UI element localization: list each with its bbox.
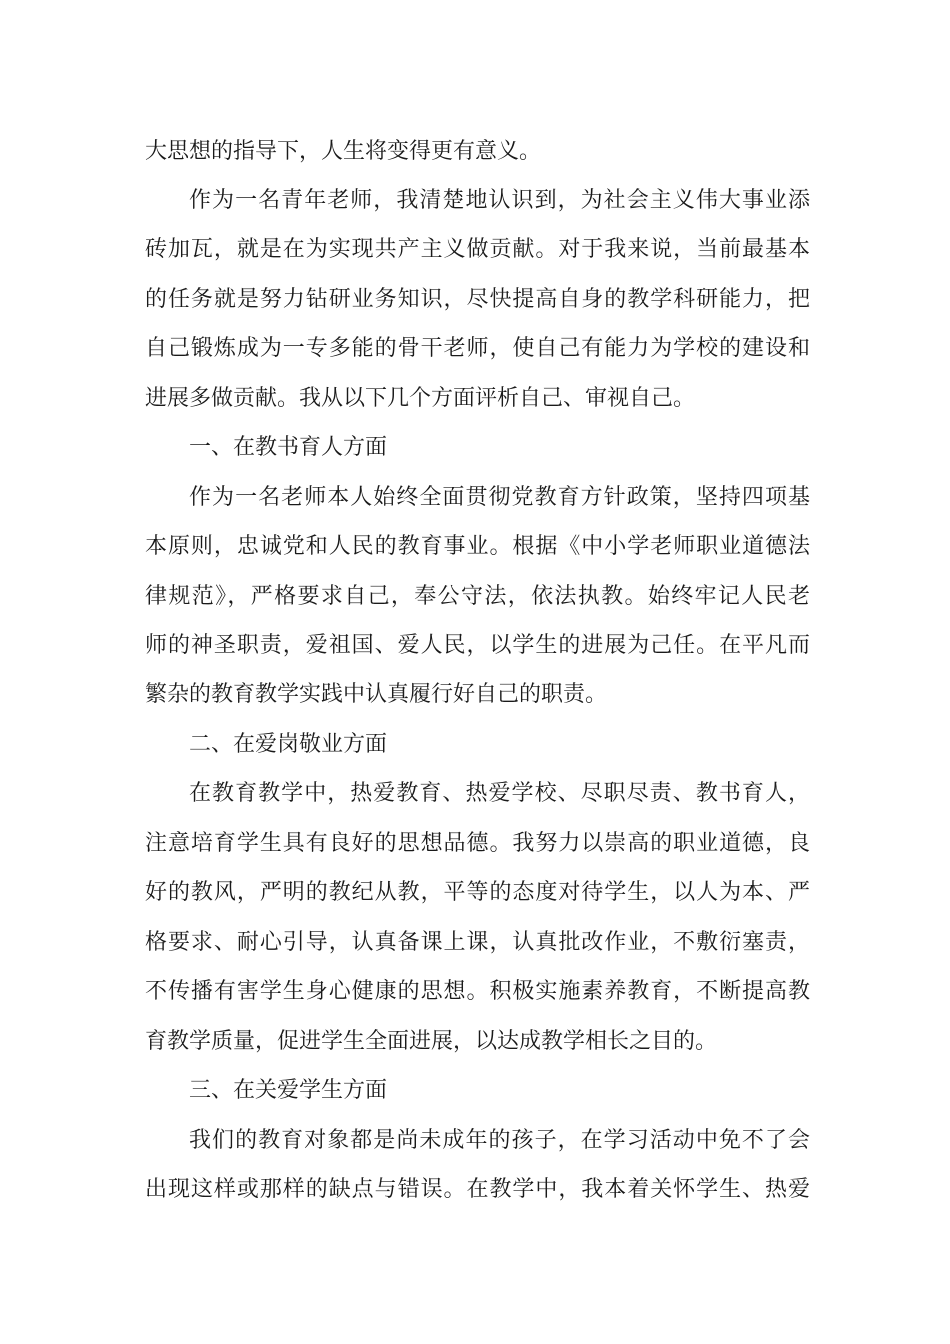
paragraph-line: 作为一名青年老师，我清楚地认识到，为社会主义伟大事业添 (189, 188, 810, 213)
paragraph-line: 育教学质量，促进学生全面进展，以达成教学相长之目的。 (145, 1029, 718, 1054)
paragraph-line: 师的神圣职责，爱祖国、爱人民，以学生的进展为己任。在平凡而 (145, 633, 810, 658)
paragraph-line: 自己锻炼成为一专多能的骨干老师，使自己有能力为学校的建设和 (145, 336, 810, 361)
paragraph-line: 我们的教育对象都是尚未成年的孩子，在学习活动中免不了会 (189, 1128, 810, 1153)
paragraph-line: 律规范》，严格要求自己，奉公守法，依法执教。始终牢记人民老 (145, 584, 810, 609)
paragraph-line: 的任务就是努力钻研业务知识，尽快提高自身的教学科研能力，把 (145, 287, 810, 312)
paragraph-line: 繁杂的教育教学实践中认真履行好自己的职责。 (145, 682, 608, 707)
paragraph-line: 进展多做贡献。我从以下几个方面评析自己、审视自己。 (145, 386, 696, 411)
paragraph-line: 注意培育学生具有良好的思想品德。我努力以崇高的职业道德，良 (145, 831, 810, 856)
paragraph-line: 本原则，忠诚党和人民的教育事业。根据《中小学老师职业道德法 (145, 534, 810, 559)
paragraph-line: 在教育教学中，热爱教育、热爱学校、尽职尽责、教书育人， (189, 781, 810, 806)
paragraph-line: 作为一名老师本人始终全面贯彻党教育方针政策，坚持四项基 (189, 485, 810, 510)
paragraph-line: 出现这样或那样的缺点与错误。在教学中，我本着关怀学生、热爱 (145, 1177, 810, 1202)
paragraph-line: 大思想的指导下，人生将变得更有意义。 (145, 139, 542, 164)
section-heading: 二、在爱岗敬业方面 (189, 732, 388, 757)
paragraph-line: 好的教风，严明的教纪从教，平等的态度对待学生，以人为本、严 (145, 880, 810, 905)
paragraph-line: 格要求、耐心引导，认真备课上课，认真批改作业，不敷衍塞责， (145, 930, 810, 955)
paragraph-line: 砖加瓦，就是在为实现共产主义做贡献。对于我来说，当前最基本 (145, 237, 810, 262)
section-heading: 一、在教书育人方面 (189, 435, 388, 460)
paragraph-line: 不传播有害学生身心健康的思想。积极实施素养教育，不断提高教 (145, 979, 810, 1004)
section-heading: 三、在关爱学生方面 (189, 1078, 388, 1103)
